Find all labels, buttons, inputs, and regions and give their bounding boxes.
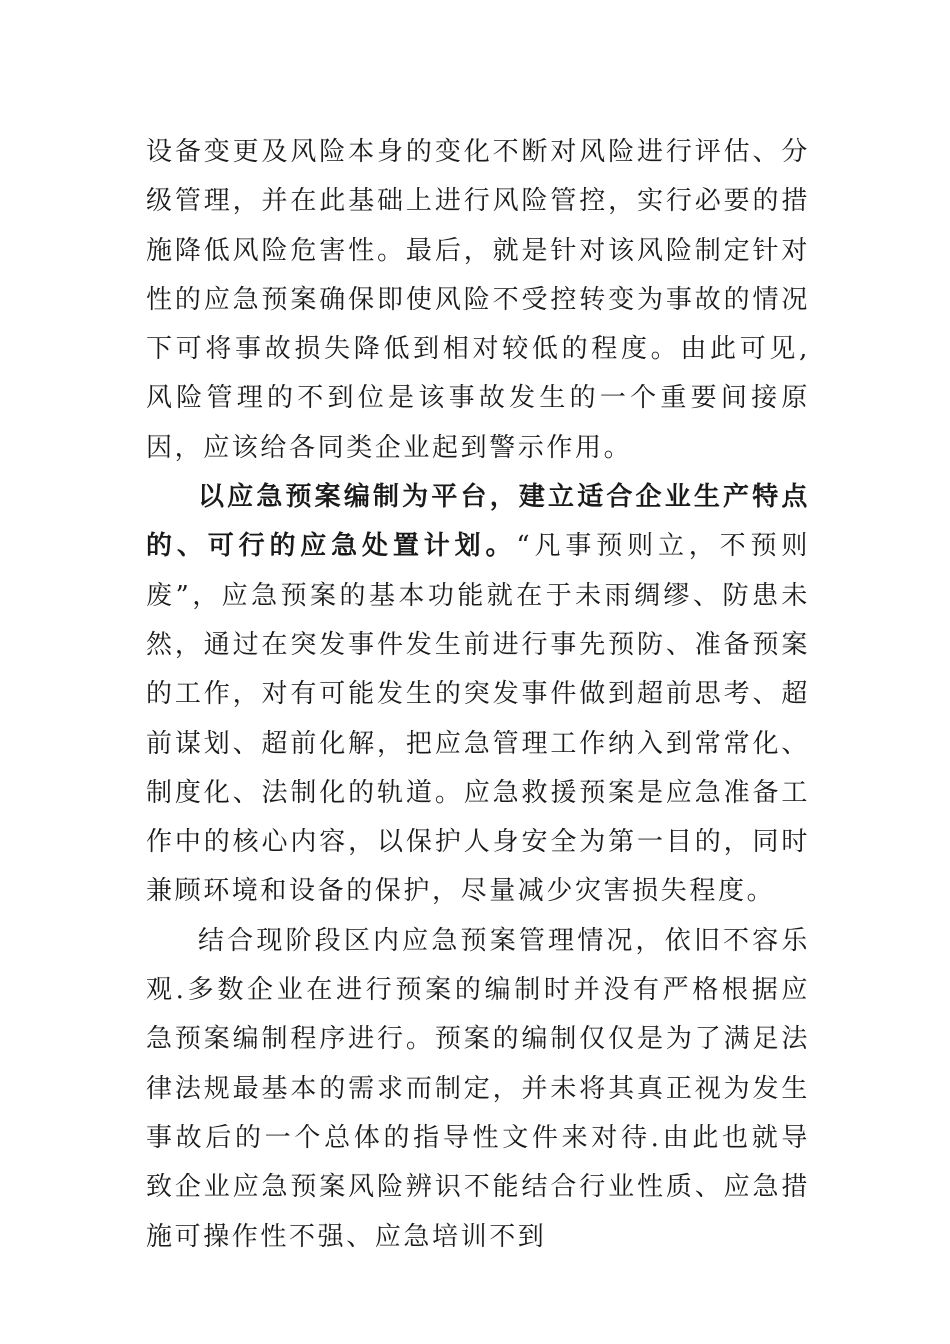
paragraph-2-text: “凡事预则立，不预则废”，应急预案的基本功能就在于未雨绸缪、防患未然，通过在突发事件发生前进行事先预防、准备预案的工作，对有可能发生的突发事件做到超前思考、超前谋划、超前化解，把应急管理工作纳入到常常化、制度化、法制化的轨道。应急救援预案是应急准备工作中的核心内容，以保护人身安全为第一目的，同时兼顾环境和设备的保护，尽量减少灾害损失程度。 [146,531,810,907]
paragraph-3 [146,917,810,1262]
paragraph-1 [146,128,810,473]
paragraph-2-bold-lead: 以应急预案编制为平台，建立适合企业生产特点的、可行的应急处置计划。 [146,482,810,562]
document-body [146,128,810,1262]
paragraph-3-text: 结合现阶段区内应急预案管理情况，依旧不容乐观.多数企业在进行预案的编制时并没有严格根据应急预案编制程序进行。预案的编制仅仅是为了满足法律法规最基本的需求而制定，并未将其真正视为发生事故后的一个总体的指导性文件来对待.由此也就导致企业应急预案风险辨识不能结合行业性质、应急措施可操作性不强、应急培训不到 [146,925,810,1252]
paragraph-1-text: 设备变更及风险本身的变化不断对风险进行评估、分级管理，并在此基础上进行风险管控，实行必要的措施降低风险危害性。最后，就是针对该风险制定针对性的应急预案确保即使风险不受控转变为事故的情况下可将事故损失降低到相对较低的程度。由此可见,风险管理的不到位是该事故发生的一个重要间接原因，应该给各同类企业起到警示作用。 [146,137,810,463]
paragraph-2 [146,473,810,917]
